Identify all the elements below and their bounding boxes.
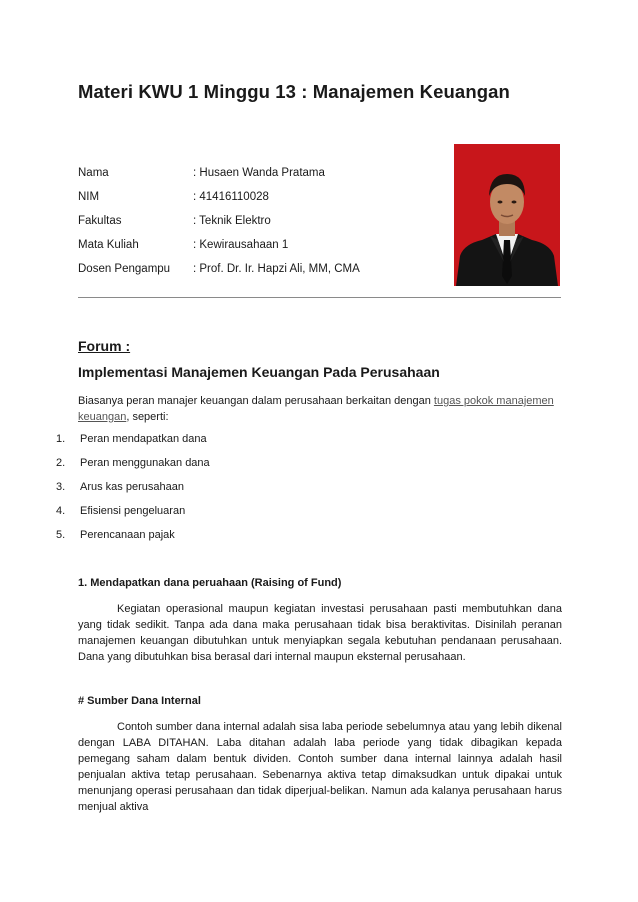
list-number: 4. bbox=[56, 505, 66, 517]
info-label: Dosen Pengampu bbox=[78, 263, 171, 275]
list-text: Perencanaan pajak bbox=[80, 529, 175, 541]
info-label: Nama bbox=[78, 167, 109, 179]
intro-text: Biasanya peran manajer keuangan dalam perusahaan berkaitan dengan bbox=[78, 395, 434, 407]
section-paragraph-raising-fund: Kegiatan operasional maupun kegiatan investasi perusahaan pasti membutuhkan dana yang tidak sedikit. Tanpa ada dana maka perusahaan tidak bisa beraktivitas. Disinilah peranan manajemen keuangan dibutuhkan untuk menyiapkan segala kebutuhan pendanaan perusahaan. Dana yang dibutuhkan bisa berasal dari internal maupun eksternal perusahaan. bbox=[78, 603, 562, 663]
list-number: 1. bbox=[56, 433, 66, 445]
student-photo bbox=[454, 144, 560, 286]
section-paragraph-internal-fund: Contoh sumber dana internal adalah sisa laba periode sebelumnya atau yang lebih dikenal dengan LABA DITAHAN. Laba ditahan adalah laba periode yang tidak dibagikan kepada pemegang saham dalam bentuk dividen. Contoh sumber dana internal lainnya adalah hasil penjualan aktiva tetap perusahaan. Sebenarnya aktiva tetap dimaksudkan untuk dipakai untuk menunjang operasi perusahaan dan tidak diperjual-belikan. Namun ada kalanya perusahaan harus menjual aktiva bbox=[78, 721, 562, 813]
list-number: 5. bbox=[56, 529, 66, 541]
list-text: Peran mendapatkan dana bbox=[80, 433, 207, 445]
info-value: : Prof. Dr. Ir. Hapzi Ali, MM, CMA bbox=[193, 263, 360, 275]
list-text: Efisiensi pengeluaran bbox=[80, 505, 186, 517]
info-value: : Teknik Elektro bbox=[193, 215, 271, 227]
info-label: Mata Kuliah bbox=[78, 239, 139, 251]
portrait-illustration bbox=[454, 144, 560, 286]
info-value: : Husaen Wanda Pratama bbox=[193, 167, 325, 179]
header-divider bbox=[78, 297, 561, 298]
info-label: NIM bbox=[78, 191, 100, 203]
section-heading-raising-fund: 1. Mendapatkan dana peruahaan (Raising of Fund) bbox=[78, 577, 342, 589]
info-label: Fakultas bbox=[78, 215, 122, 227]
intro-paragraph bbox=[78, 393, 558, 425]
section-heading-internal-fund: # Sumber Dana Internal bbox=[78, 695, 201, 707]
page-title: Materi KWU 1 Minggu 13 : Manajemen Keuangan bbox=[78, 81, 510, 102]
intro-text-end: , seperti: bbox=[126, 411, 169, 423]
list-number: 3. bbox=[56, 481, 66, 493]
list-number: 2. bbox=[56, 457, 66, 469]
info-value: : Kewirausahaan 1 bbox=[193, 239, 289, 251]
list-text: Arus kas perusahaan bbox=[80, 481, 184, 493]
intro-link[interactable]: tugas pokok manajemen keuangan bbox=[78, 395, 554, 423]
section-subtitle: Implementasi Manajemen Keuangan Pada Perusahaan bbox=[78, 364, 440, 380]
forum-heading: Forum : bbox=[78, 338, 131, 354]
list-text: Peran menggunakan dana bbox=[80, 457, 210, 469]
info-value: : 41416110028 bbox=[193, 191, 269, 203]
